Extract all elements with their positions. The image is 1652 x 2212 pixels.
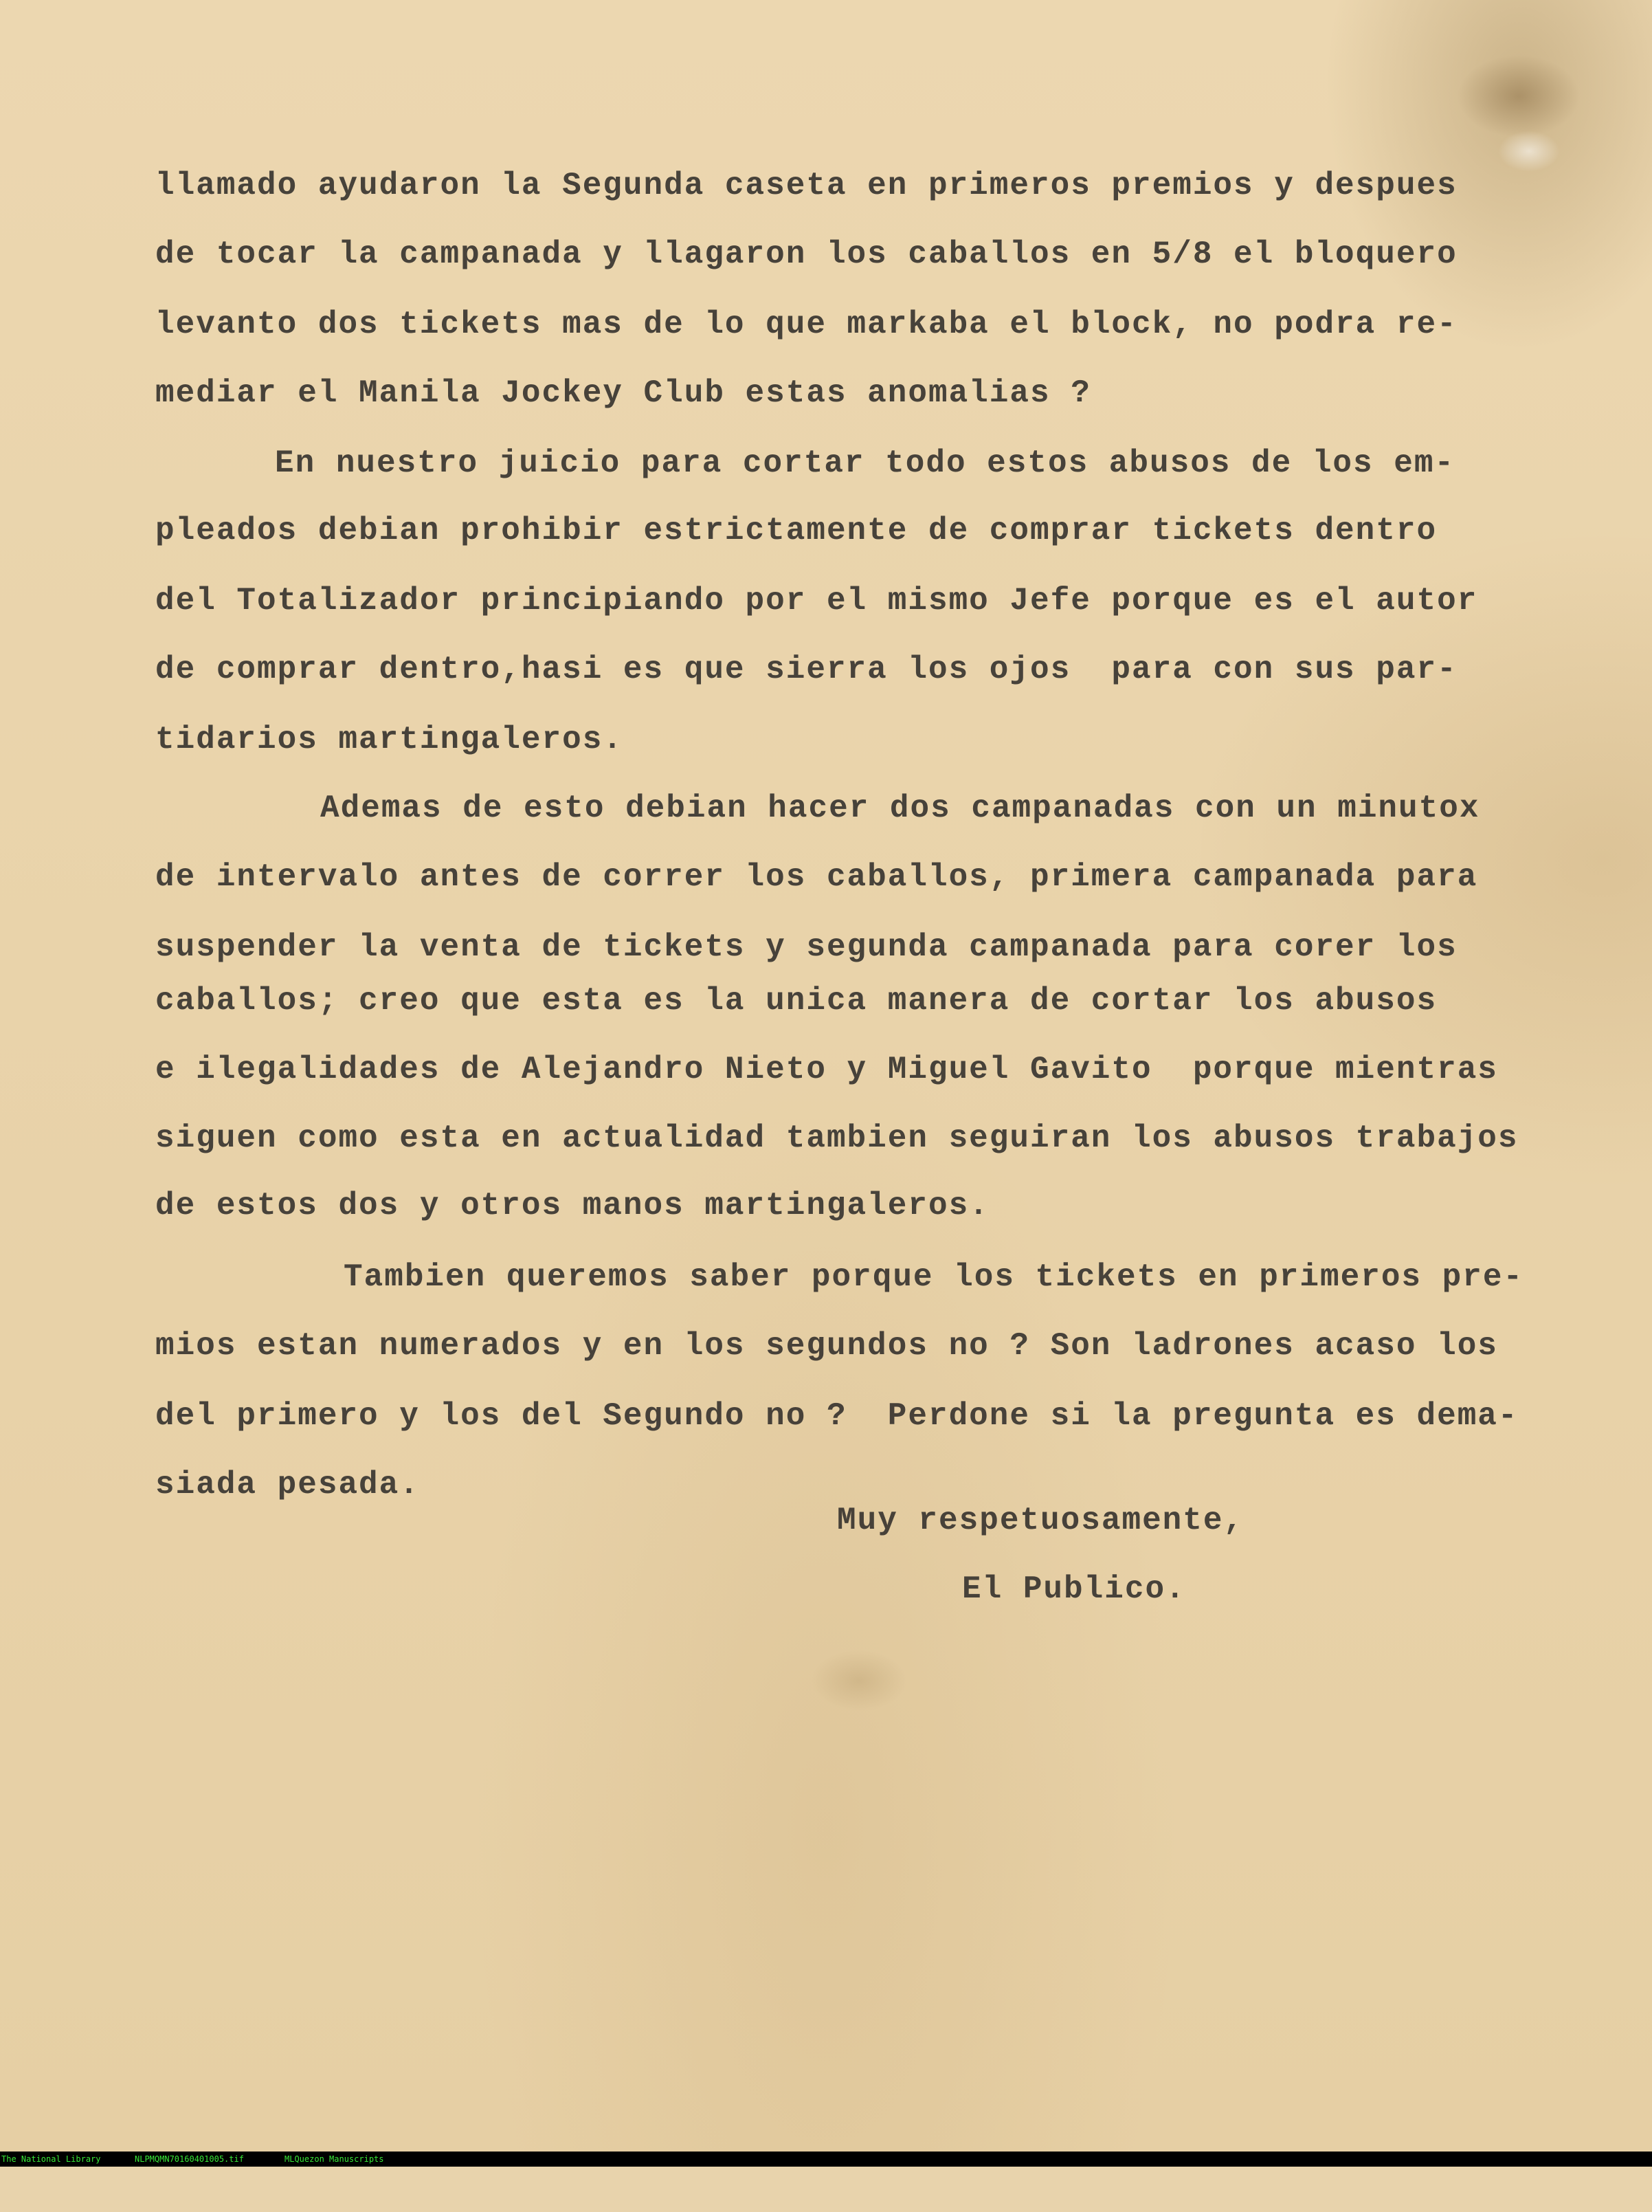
archive-name: The National Library	[1, 2154, 101, 2164]
text-line: mediar el Manila Jockey Club estas anomalias ?	[155, 375, 1091, 411]
text-line: llamado ayudaron la Segunda caseta en primeros premios y despues	[155, 168, 1458, 203]
text-line: de comprar dentro,hasi es que sierra los ojos para con sus par-	[155, 652, 1458, 687]
text-line: Tambien queremos saber porque los tickets en primeros pre-	[344, 1259, 1524, 1295]
text-line: caballos; creo que esta es la unica manera de cortar los abusos	[155, 983, 1438, 1019]
text-line: del primero y los del Segundo no ? Perdone si la pregunta es dema-	[155, 1398, 1519, 1434]
text-line: de intervalo antes de correr los caballos, primera campanada para	[155, 859, 1478, 895]
text-line: tidarios martingaleros.	[155, 722, 623, 757]
file-id: NLPMQMN70160401005.tif	[135, 2154, 244, 2164]
text-line: de tocar la campanada y llagaron los caballos en 5/8 el bloquero	[155, 236, 1458, 272]
text-line: pleados debian prohibir estrictamente de comprar tickets dentro	[155, 513, 1438, 549]
collection-name: MLQuezon Manuscripts	[284, 2154, 384, 2164]
text-line: e ilegalidades de Alejandro Nieto y Miguel Gavito porque mientras	[155, 1052, 1498, 1087]
text-line: siada pesada.	[155, 1467, 420, 1503]
text-line: del Totalizador principiando por el mismo Jefe porque es el autor	[155, 583, 1478, 619]
signature: El Publico.	[962, 1571, 1186, 1607]
closing-salutation: Muy respetuosamente,	[837, 1503, 1244, 1538]
text-line: levanto dos tickets mas de lo que markaba el block, no podra re-	[155, 307, 1458, 342]
text-line: Ademas de esto debian hacer dos campanadas con un minutox	[320, 790, 1480, 826]
archive-footer-bar	[0, 2152, 1652, 2167]
text-line: de estos dos y otros manos martingaleros.	[155, 1188, 990, 1224]
text-line: siguen como esta en actualidad tambien seguiran los abusos trabajos	[155, 1120, 1519, 1156]
paper-stain	[811, 1650, 907, 1712]
text-line: En nuestro juicio para cortar todo estos abusos de los em-	[275, 445, 1455, 481]
text-line: suspender la venta de tickets y segunda campanada para corer los	[155, 929, 1458, 965]
text-line: mios estan numerados y en los segundos no ? Son ladrones acaso los	[155, 1328, 1498, 1364]
